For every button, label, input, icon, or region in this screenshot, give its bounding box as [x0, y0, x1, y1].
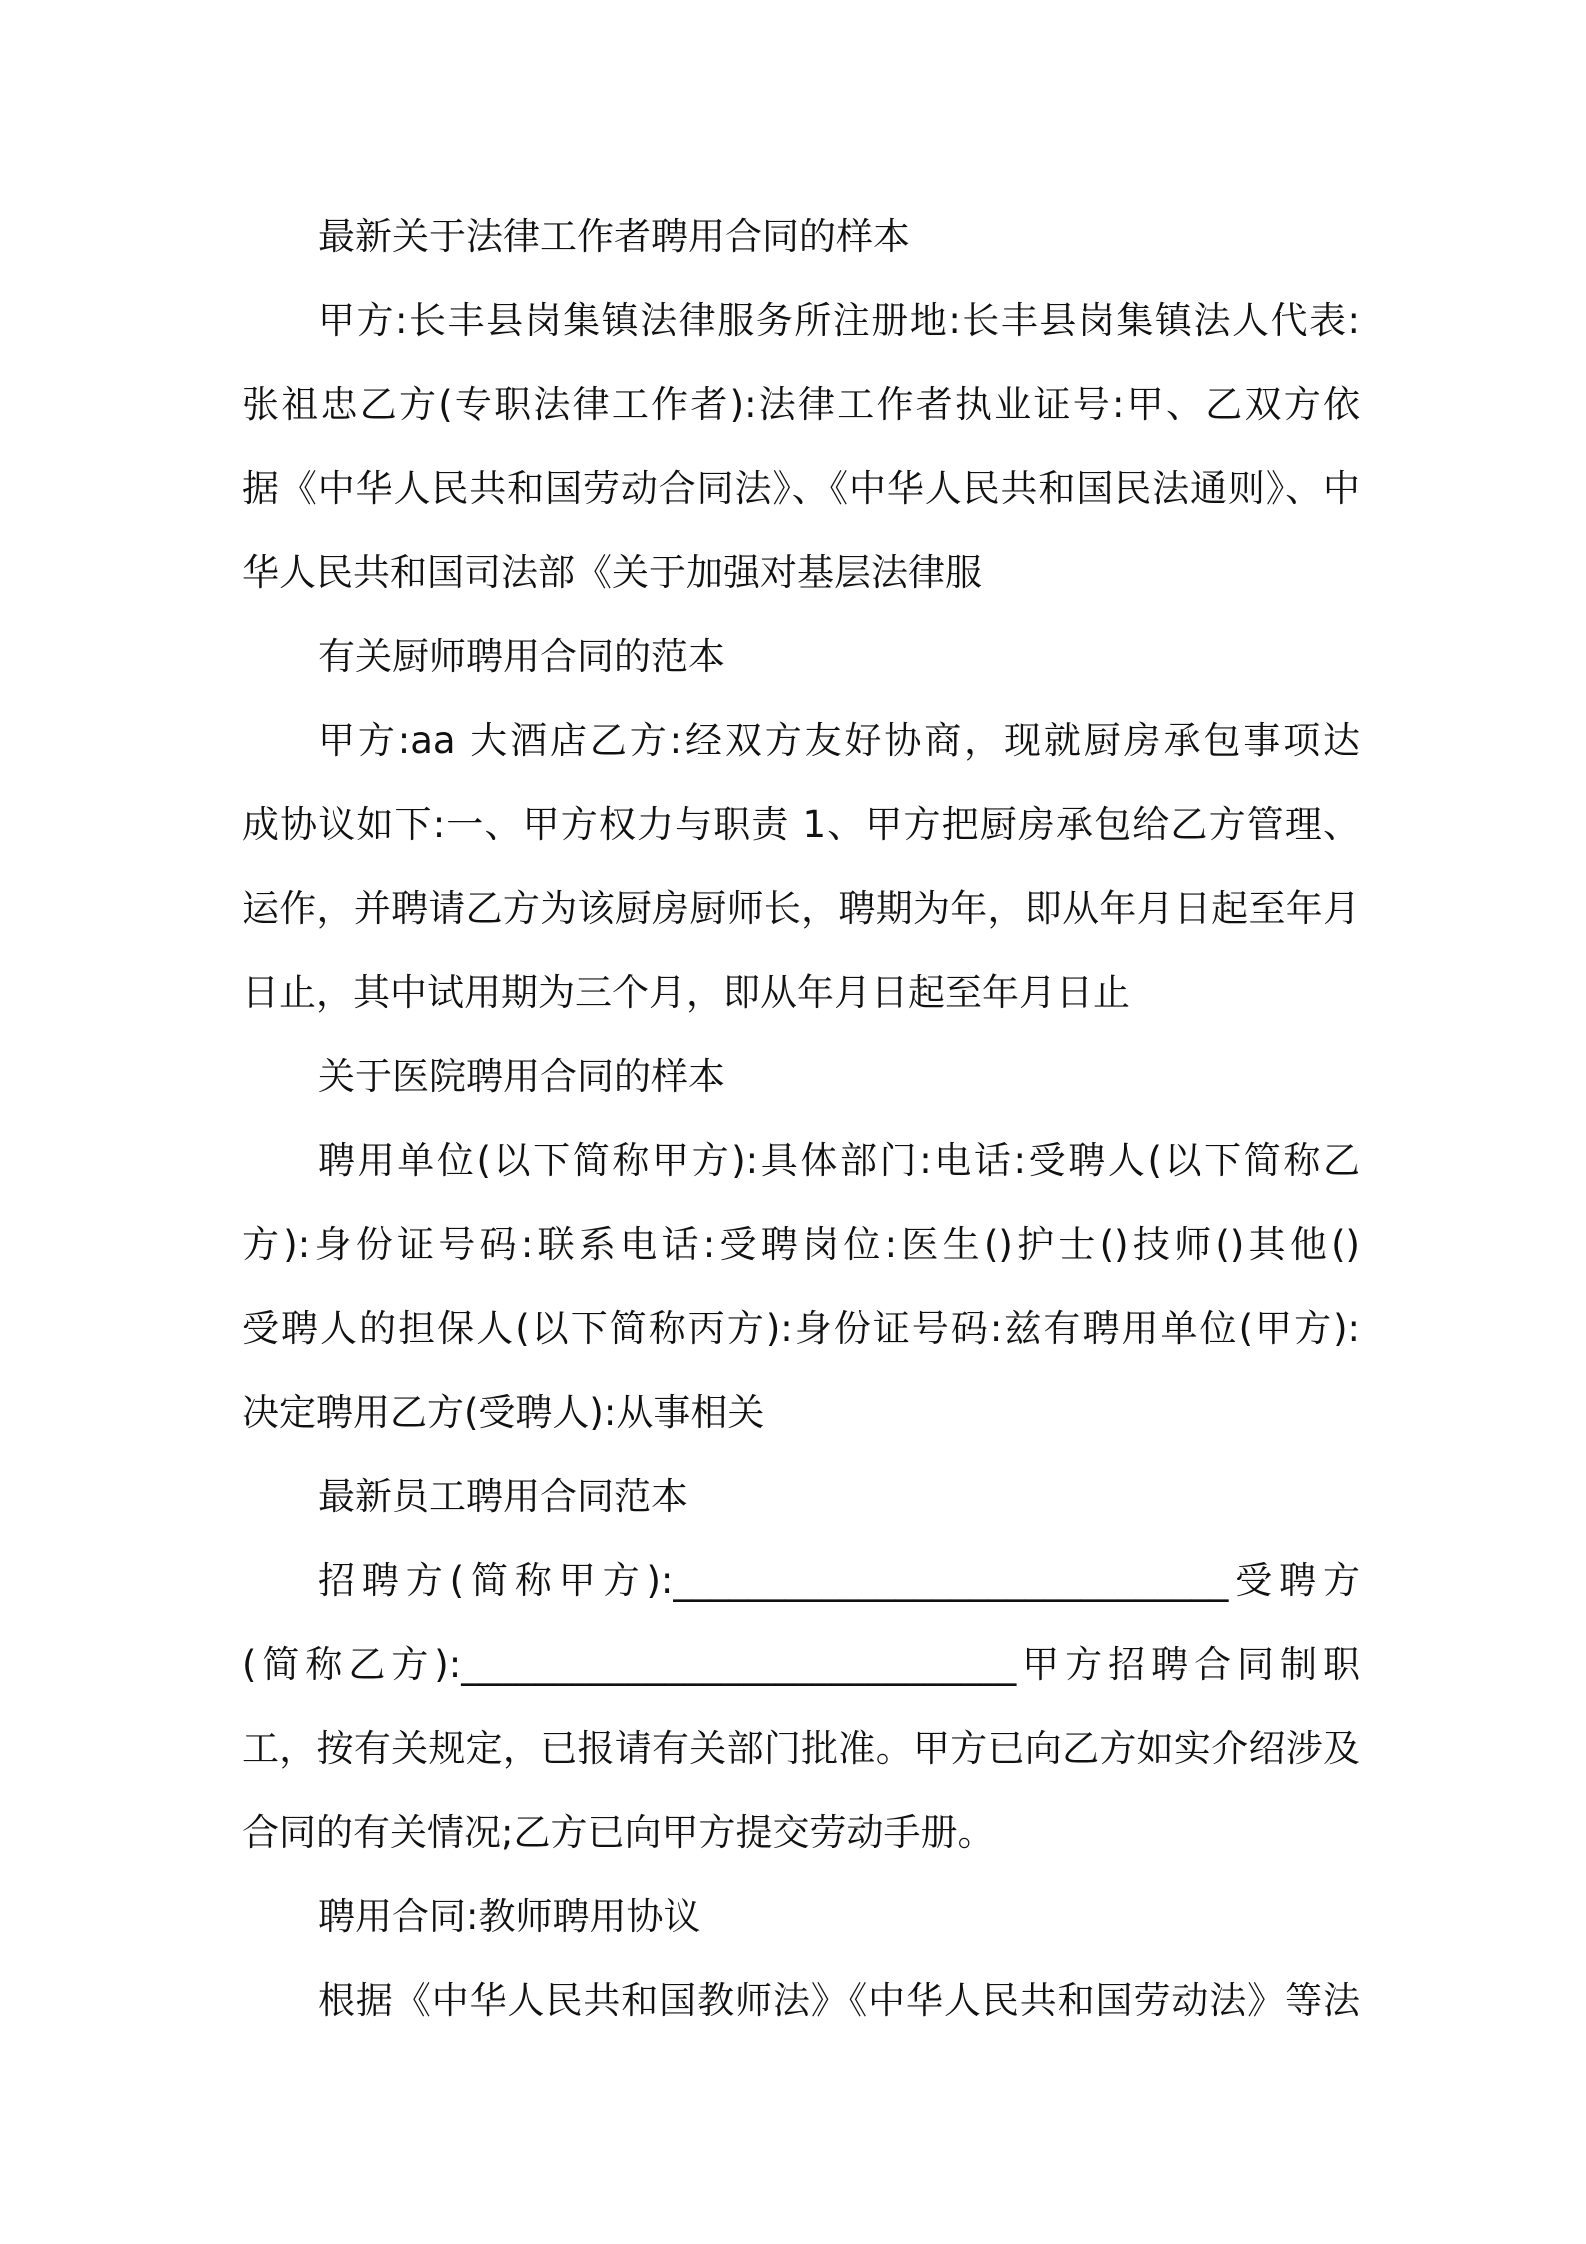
- paragraph-line: (简称乙方):______________________________甲方招聘合同制职: [242, 1643, 1360, 1686]
- paragraph-line: 成协议如下:一、甲方权力与职责 1、甲方把厨房承包给乙方管理、: [242, 803, 1360, 846]
- paragraph-line: 甲方:aa 大酒店乙方:经双方友好协商，现就厨房承包事项达: [318, 719, 1360, 762]
- section-chef-contract: [242, 615, 1360, 1035]
- paragraph-line: 日止，其中试用期为三个月，即从年月日起至年月日止: [242, 971, 1130, 1014]
- paragraph-line: 合同的有关情况;乙方已向甲方提交劳动手册。: [242, 1811, 995, 1854]
- paragraph-line: 聘用单位(以下简称甲方):具体部门:电话:受聘人(以下简称乙: [318, 1139, 1360, 1182]
- section-heading: 聘用合同:教师聘用协议: [318, 1895, 701, 1938]
- paragraph-line: 工，按有关规定，已报请有关部门批准。甲方已向乙方如实介绍涉及: [242, 1727, 1360, 1770]
- document-page: [242, 195, 1360, 2043]
- paragraph-line: 招聘方(简称甲方):______________________________受聘方: [318, 1559, 1360, 1602]
- paragraph-line: 方):身份证号码:联系电话:受聘岗位:医生()护士()技师()其他(): [242, 1223, 1360, 1266]
- paragraph-line: 据《中华人民共和国劳动合同法》、《中华人民共和国民法通则》、中: [242, 467, 1360, 510]
- paragraph-line: 受聘人的担保人(以下简称丙方):身份证号码:兹有聘用单位(甲方):: [242, 1307, 1360, 1350]
- section-heading: 有关厨师聘用合同的范本: [318, 635, 725, 678]
- section-teacher-contract: [242, 1875, 1360, 2043]
- paragraph-line: 张祖忠乙方(专职法律工作者):法律工作者执业证号:甲、乙双方依: [242, 383, 1360, 426]
- section-heading: 关于医院聘用合同的样本: [318, 1055, 725, 1098]
- paragraph-line: 运作，并聘请乙方为该厨房厨师长，聘期为年，即从年月日起至年月: [242, 887, 1360, 930]
- paragraph-line: 根据《中华人民共和国教师法》《中华人民共和国劳动法》等法: [318, 1979, 1360, 2022]
- paragraph-line: 决定聘用乙方(受聘人):从事相关: [242, 1391, 765, 1434]
- paragraph-line: 甲方:长丰县岗集镇法律服务所注册地:长丰县岗集镇法人代表:: [318, 299, 1360, 342]
- section-heading: 最新关于法律工作者聘用合同的样本: [318, 215, 910, 258]
- section-employee-contract: [242, 1455, 1360, 1875]
- section-heading: 最新员工聘用合同范本: [318, 1475, 688, 1518]
- section-hospital-contract: [242, 1035, 1360, 1455]
- section-lawyer-contract: [242, 195, 1360, 615]
- paragraph-line: 华人民共和国司法部《关于加强对基层法律服: [242, 551, 982, 594]
